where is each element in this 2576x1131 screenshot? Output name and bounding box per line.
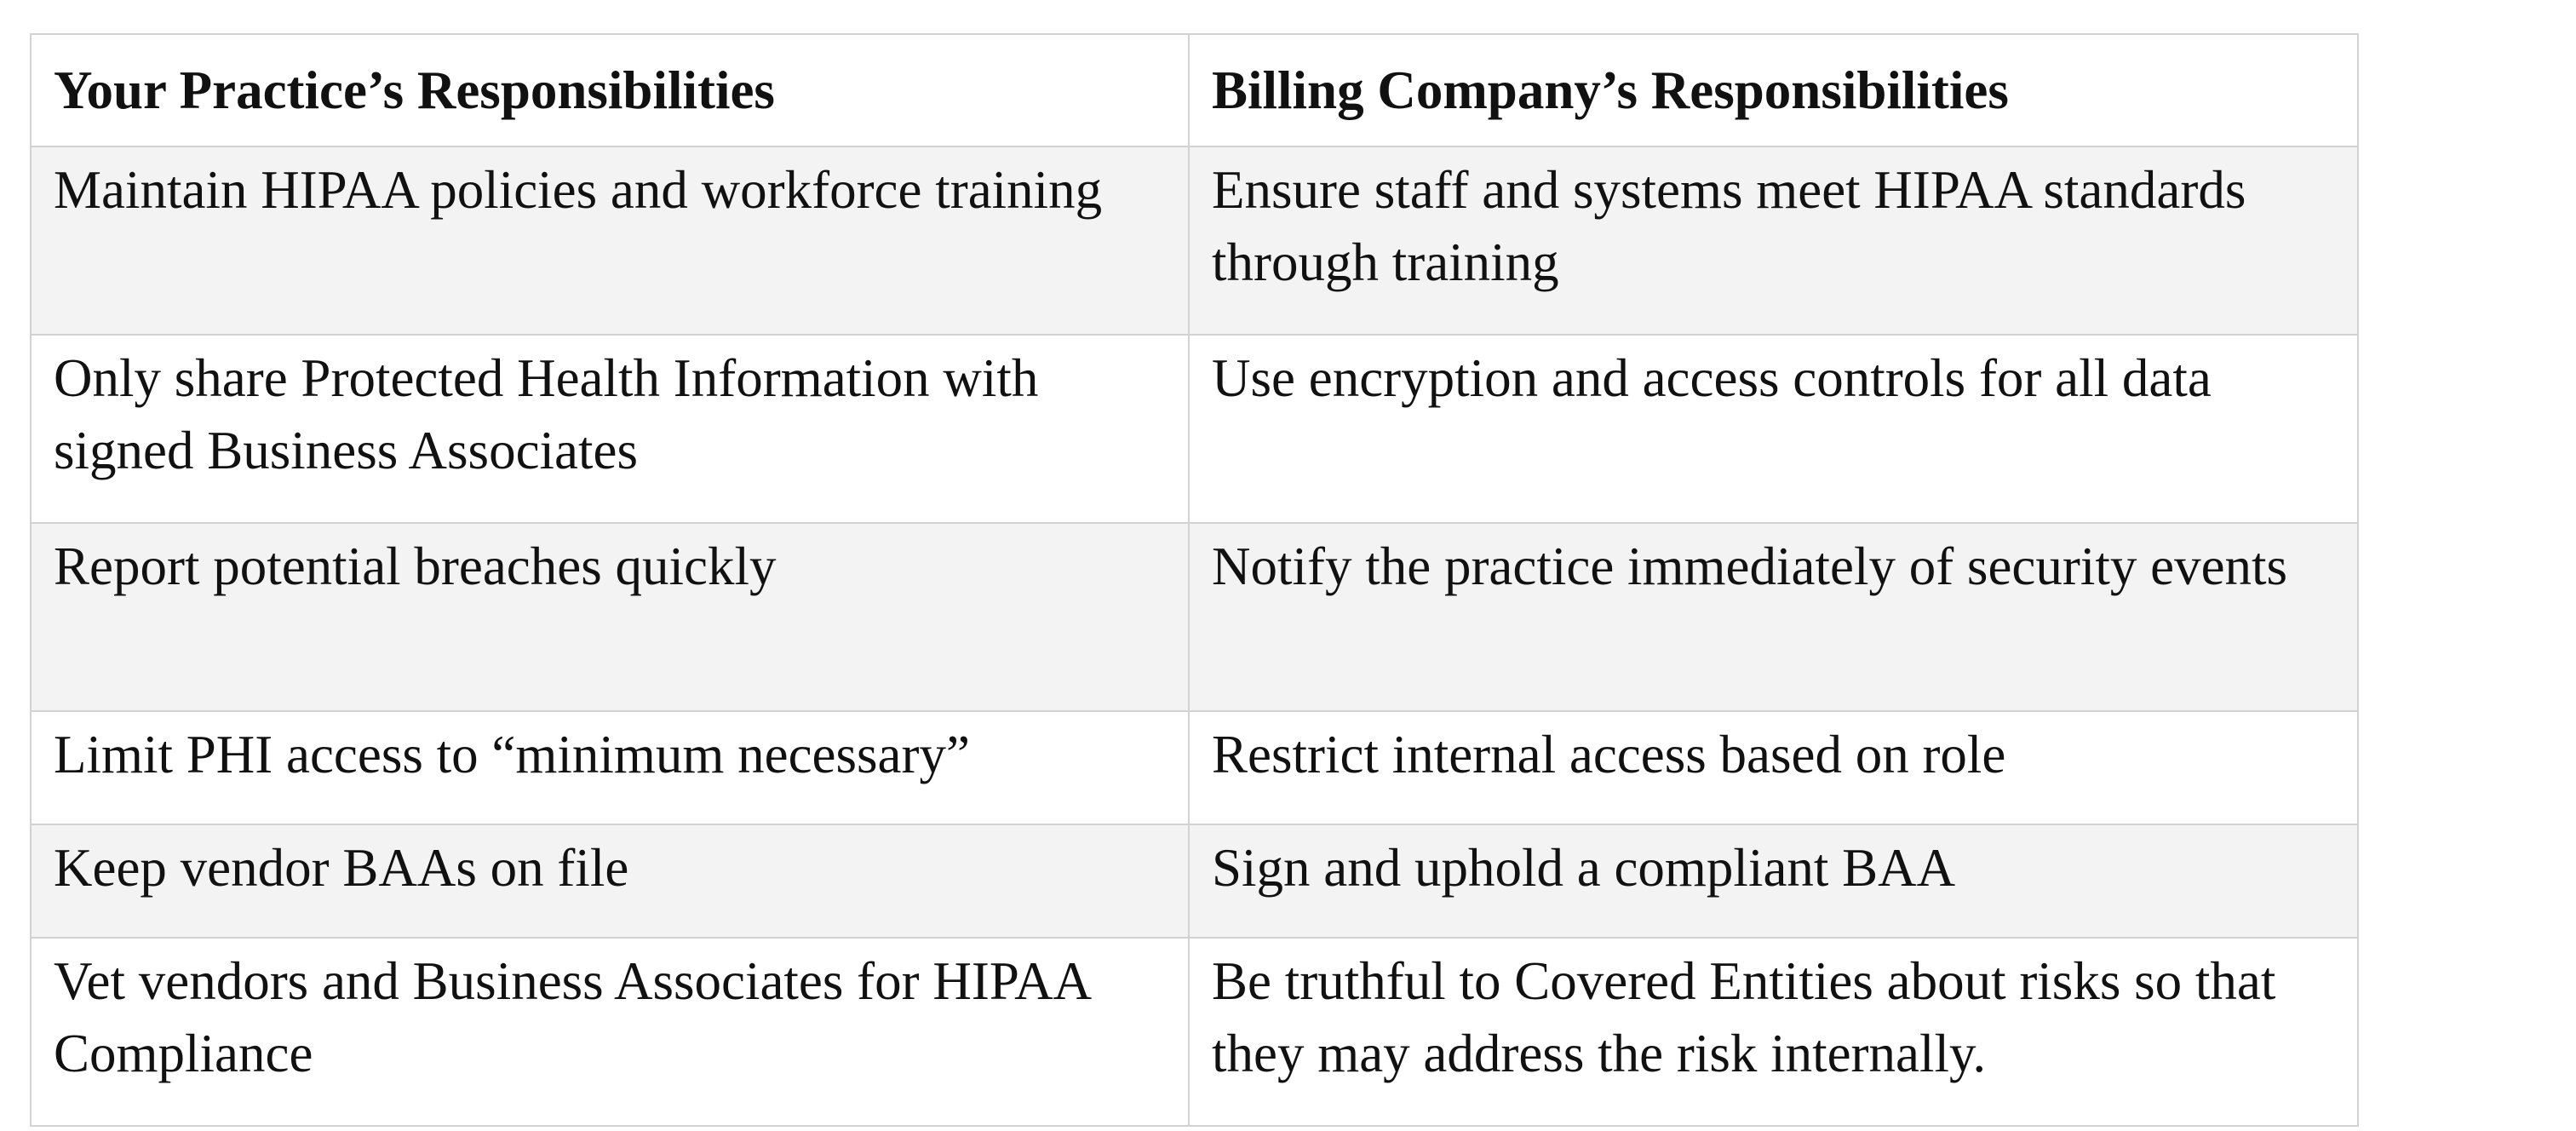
practice-cell: Vet vendors and Business Associates for HIPAA Compliance [31, 938, 1189, 1126]
practice-cell: Report potential breaches quickly [31, 523, 1189, 711]
practice-cell: Only share Protected Health Information with signed Business Associates [31, 335, 1189, 523]
table-row [31, 711, 2358, 824]
table-row [31, 335, 2358, 523]
practice-cell: Maintain HIPAA policies and workforce training [31, 146, 1189, 335]
table-row [31, 824, 2358, 938]
billing-company-cell: Sign and uphold a compliant BAA [1189, 824, 2358, 938]
billing-company-cell: Restrict internal access based on role [1189, 711, 2358, 824]
practice-cell: Keep vendor BAAs on file [31, 824, 1189, 938]
header-practice-responsibilities: Your Practice’s Responsibilities [31, 34, 1189, 146]
responsibilities-table [30, 33, 2359, 1127]
billing-company-cell: Be truthful to Covered Entities about risks so that they may address the risk internally. [1189, 938, 2358, 1126]
table-row [31, 523, 2358, 711]
header-billing-company-responsibilities: Billing Company’s Responsibilities [1189, 34, 2358, 146]
billing-company-cell: Ensure staff and systems meet HIPAA standards through training [1189, 146, 2358, 335]
table-header-row [31, 34, 2358, 146]
billing-company-cell: Use encryption and access controls for all data [1189, 335, 2358, 523]
table-row [31, 938, 2358, 1126]
practice-cell: Limit PHI access to “minimum necessary” [31, 711, 1189, 824]
billing-company-cell: Notify the practice immediately of security events [1189, 523, 2358, 711]
table-row [31, 146, 2358, 335]
